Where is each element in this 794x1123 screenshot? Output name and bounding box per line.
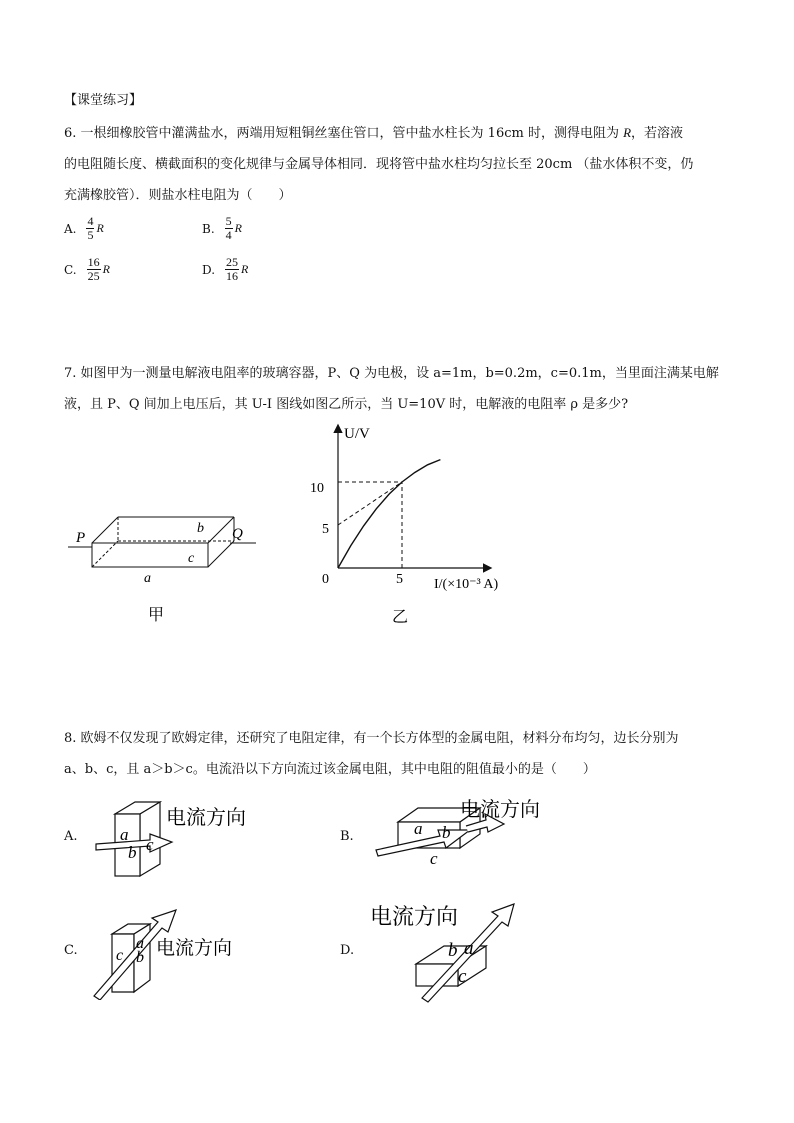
q6-option-a-label: A.	[64, 221, 77, 236]
y-tick-5: 5	[322, 522, 329, 537]
y-axis-label: U/V	[344, 426, 370, 442]
q7-line-1: 7. 如图甲为一测量电解液电阻率的玻璃容器，P、Q 为电极，设 a=1m，b=0.2m，c=0.1m，当里面注满某电解	[64, 366, 719, 381]
caption-yi: 乙	[392, 607, 409, 626]
q6-option-d[interactable]	[202, 256, 248, 283]
q6-line-3: 充满橡胶管）．则盐水柱电阻为（ ）	[64, 188, 292, 203]
q8-b-face-b: b	[442, 823, 451, 842]
q8-a-face-c: c	[146, 835, 154, 854]
q8-b-direction-text: 电流方向	[460, 797, 540, 821]
q8-c-face-c: c	[116, 947, 124, 964]
q6-option-b[interactable]	[202, 215, 242, 242]
q8-line-1: 8. 欧姆不仅发现了欧姆定律，还研究了电阻定律，有一个长方体型的金属电阻，材料分布均匀，边长分别为	[64, 731, 679, 746]
origin-label: 0	[322, 572, 329, 587]
x-tick-5: 5	[396, 572, 403, 587]
q8-option-c-figure	[90, 900, 280, 1000]
q6-option-b-den: 4	[225, 228, 232, 242]
q8-a-direction-text: 电流方向	[166, 805, 246, 829]
q6-option-c-label: C.	[64, 262, 77, 277]
q6-option-b-var: R	[234, 221, 242, 235]
q6-option-b-num: 5	[225, 214, 232, 228]
q8-d-face-b: b	[448, 940, 458, 961]
q6-line-1-text: 6. 一根细橡胶管中灌满盐水，两端用短粗铜丝塞住管口，管中盐水柱长为 16cm 时，测得电阻为	[64, 126, 624, 141]
q8-line-2: a、b、c，且 a＞b＞c。电流沿以下方向流过该金属电阻，其中电阻的阻值最小的是（ ）	[64, 762, 596, 777]
q8-option-a-label[interactable]: A.	[64, 829, 78, 844]
q8-option-d-label[interactable]: D.	[340, 943, 355, 958]
label-c: c	[188, 551, 195, 566]
q6-var-r: R	[623, 125, 632, 140]
q6-option-a-den: 5	[87, 228, 94, 242]
ui-curve	[338, 460, 440, 568]
q6-option-a-var: R	[96, 221, 104, 235]
y-tick-10: 10	[310, 481, 324, 496]
label-a: a	[144, 571, 151, 586]
q8-option-c-label[interactable]: C.	[64, 943, 78, 958]
label-p: P	[76, 530, 86, 546]
q6-line-2: 的电阻随长度、横截面积的变化规律与金属导体相同．现将管中盐水柱均匀拉长至 20cm （盐水体积不变，仍	[64, 157, 694, 172]
q6-option-c-num: 16	[87, 255, 100, 269]
q8-a-face-a: a	[120, 825, 129, 844]
q6-option-d-var: R	[241, 262, 249, 276]
q6-option-d-label: D.	[202, 262, 216, 277]
q8-c-face-b: b	[136, 949, 144, 966]
q8-c-direction-text: 电流方向	[156, 937, 233, 959]
q6-option-a[interactable]	[64, 215, 104, 242]
q8-b-face-a: a	[414, 819, 423, 838]
q7-line-2: 液，且 P、Q 间加上电压后，其 U-I 图线如图乙所示，当 U=10V 时，电解液的电阻率 ρ 是多少?	[64, 397, 629, 412]
q6-option-c-den: 25	[87, 269, 100, 283]
q8-c-face-a: a	[136, 935, 144, 952]
label-b: b	[197, 521, 204, 536]
q8-d-face-c: c	[458, 966, 467, 987]
q8-d-face-a: a	[464, 938, 474, 959]
x-axis-label: I/(×10⁻³ A)	[434, 577, 499, 592]
q8-option-b-label[interactable]: B.	[340, 829, 354, 844]
q8-option-b-figure	[370, 790, 570, 880]
q8-d-direction-text: 电流方向	[370, 905, 459, 930]
q6-option-d-den: 16	[226, 269, 239, 283]
q6-line-1	[64, 124, 744, 143]
q6-option-a-num: 4	[87, 214, 94, 228]
q6-option-d-num: 25	[226, 255, 239, 269]
q6-line-1-end: ，若溶液	[631, 126, 684, 141]
tangent-dashed-line	[338, 482, 402, 525]
q6-option-c[interactable]	[64, 256, 110, 283]
section-title: 【课堂练习】	[64, 93, 143, 108]
q6-option-b-label: B.	[202, 221, 215, 236]
q8-b-face-c: c	[430, 849, 438, 868]
caption-jia: 甲	[148, 605, 165, 624]
figure-jia	[60, 500, 280, 630]
q8-a-face-b: b	[128, 843, 137, 862]
figure-yi-chart	[300, 420, 560, 630]
q8-option-d-figure	[370, 896, 570, 1016]
label-q: Q	[232, 526, 243, 542]
q8-option-a-figure	[90, 796, 280, 886]
q6-option-c-var: R	[102, 262, 110, 276]
